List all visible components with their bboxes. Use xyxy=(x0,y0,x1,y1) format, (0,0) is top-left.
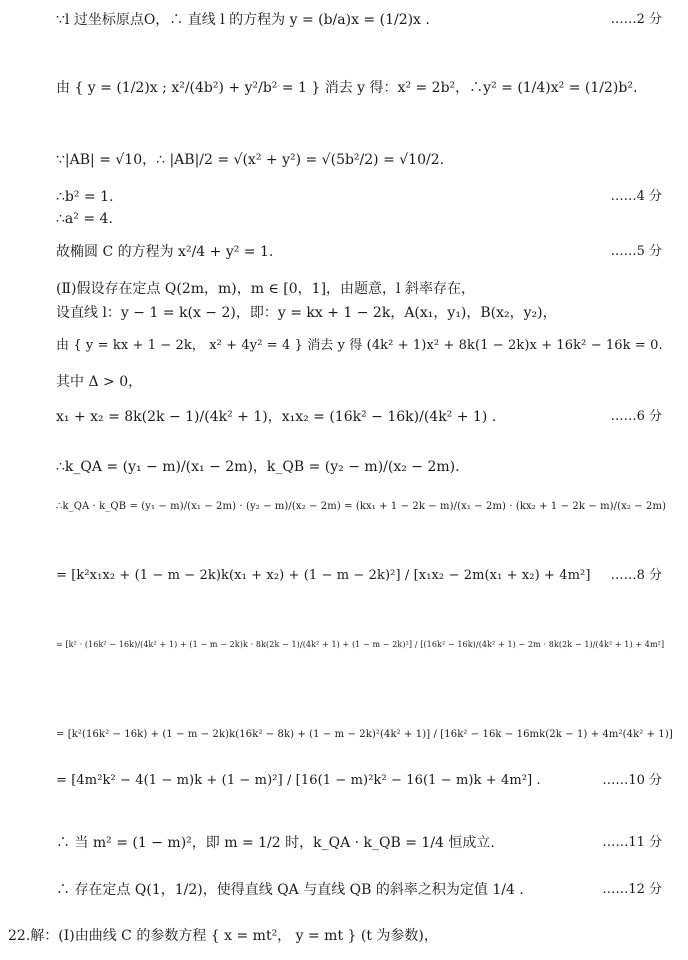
score-6: ……6 分 xyxy=(610,409,662,424)
step-line-6: 故椭圆 C 的方程为 x²/4 + y² = 1. xyxy=(56,244,274,260)
step-line-10: 其中 Δ > 0， xyxy=(56,374,143,390)
step-line-17: = [4m²k² − 4(1 − m)k + (1 − m)²] / [16(1 − m)²k² − 16(1 − m)k + 4m²] . xyxy=(56,773,541,788)
score-2: ……2 分 xyxy=(610,12,662,27)
score-8: ……8 分 xyxy=(610,568,662,583)
step-line-7: (Ⅱ)假设存在定点 Q(2m，m)，m ∈ [0，1]，由题意，l 斜率存在， xyxy=(56,281,475,297)
score-4: ……4 分 xyxy=(610,189,662,204)
step-line-19: ∴ 存在定点 Q(1，1/2)，使得直线 QA 与直线 QB 的斜率之积为定值 1/4 . xyxy=(56,882,524,898)
question-22-line: 22.解：(Ⅰ)由曲线 C 的参数方程 { x = mt²， y = mt } (t 为参数)， xyxy=(8,928,438,944)
step-line-2: 由 { y = (1/2)x ; x²/(4b²) + y²/b² = 1 } 消去 y 得：x² = 2b²，∴y² = (1/4)x² = (1/2)b². xyxy=(56,80,638,96)
step-line-3: ∵|AB| = √10，∴ |AB|/2 = √(x² + y²) = √(5b²/2) = √10/2. xyxy=(56,152,445,168)
score-10: ……10 分 xyxy=(602,773,662,788)
step-line-5: ∴a² = 4. xyxy=(56,211,113,227)
step-line-1: ∵l 过坐标原点O，∴ 直线 l 的方程为 y = (b/a)x = (1/2)x . xyxy=(56,12,430,28)
score-11: ……11 分 xyxy=(602,835,662,850)
step-line-16: = [k²(16k² − 16k) + (1 − m − 2k)k(16k² − 8k) + (1 − m − 2k)²(4k² + 1)] / [16k² − 16k − 16mk(2k − 1) + 4m²(4k² + 1)] xyxy=(56,729,673,740)
step-line-12: ∴k_QA = (y₁ − m)/(x₁ − 2m)，k_QB = (y₂ − m)/(x₂ − 2m). xyxy=(56,459,460,475)
score-12: ……12 分 xyxy=(602,882,662,897)
step-line-13: ∴k_QA · k_QB = (y₁ − m)/(x₁ − 2m) · (y₂ − m)/(x₂ − 2m) = (kx₁ + 1 − 2k − m)/(x₁ − 2m) · (kx₂ + 1 − 2k − m)/(x₂ − 2m) xyxy=(56,501,667,512)
score-5: ……5 分 xyxy=(610,244,662,259)
step-line-15: = [k² · (16k² − 16k)/(4k² + 1) + (1 − m − 2k)k · 8k(2k − 1)/(4k² + 1) + (1 − m − 2k)²] / [(16k² − 16k)/(4k² + 1) − 2m · 8k(2k − 1)/(4k² + 1) + 4m²] xyxy=(56,640,665,649)
step-line-18: ∴ 当 m² = (1 − m)²，即 m = 1/2 时，k_QA · k_QB = 1/4 恒成立. xyxy=(56,835,495,851)
step-line-9: 由 { y = kx + 1 − 2k， x² + 4y² = 4 } 消去 y 得 (4k² + 1)x² + 8k(1 − 2k)x + 16k² − 16k = 0. xyxy=(56,338,663,353)
step-line-4: ∴b² = 1. xyxy=(56,189,114,205)
step-line-14: = [k²x₁x₂ + (1 − m − 2k)k(x₁ + x₂) + (1 − m − 2k)²] / [x₁x₂ − 2m(x₁ + x₂) + 4m²] xyxy=(56,568,591,583)
step-line-8: 设直线 l：y − 1 = k(x − 2)，即：y = kx + 1 − 2k，A(x₁，y₁)，B(x₂，y₂)， xyxy=(56,305,557,321)
step-line-11: x₁ + x₂ = 8k(2k − 1)/(4k² + 1)，x₁x₂ = (16k² − 16k)/(4k² + 1) . xyxy=(56,409,497,425)
